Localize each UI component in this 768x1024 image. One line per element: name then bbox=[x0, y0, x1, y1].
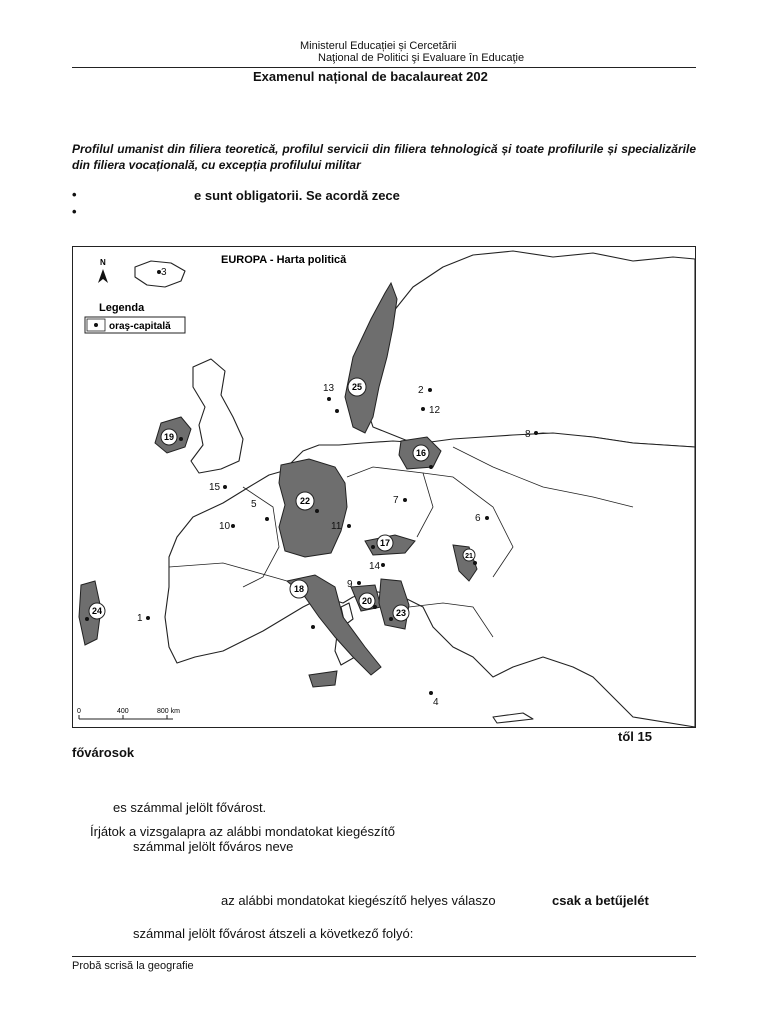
map-label-13: 13 bbox=[323, 383, 335, 394]
bullet-marker-1: • bbox=[72, 187, 77, 202]
map-circled-17: 17 bbox=[379, 538, 391, 548]
map-land-mainland bbox=[165, 433, 695, 727]
map-label-12: 12 bbox=[429, 405, 441, 416]
capital-dot-13 bbox=[327, 397, 331, 401]
header-rule bbox=[72, 67, 696, 68]
capital-dot-12 bbox=[421, 407, 425, 411]
map-label-11: 11 bbox=[331, 521, 342, 532]
capital-dot-3 bbox=[157, 270, 161, 274]
map-label-10: 10 bbox=[219, 521, 231, 532]
map-circled-16: 16 bbox=[415, 448, 427, 458]
capital-dot-9 bbox=[357, 581, 361, 585]
capital-dot-24 bbox=[85, 617, 89, 621]
question-3-emphasis: csak a betűjelét bbox=[552, 893, 649, 908]
map-canvas bbox=[73, 247, 695, 727]
europe-political-map bbox=[72, 246, 696, 728]
capital-dot-21 bbox=[473, 561, 477, 565]
capital-dot-6 bbox=[485, 516, 489, 520]
capital-dot-18 bbox=[311, 625, 315, 629]
footer-rule bbox=[72, 956, 696, 957]
map-label-9: 9 bbox=[347, 579, 353, 590]
capital-dot-25 bbox=[335, 409, 339, 413]
capital-dot-20 bbox=[373, 605, 377, 609]
capital-dot-4 bbox=[429, 691, 433, 695]
map-label-8: 8 bbox=[525, 429, 531, 440]
footer-text: Probă scrisă la geografie bbox=[72, 960, 194, 972]
map-label-7: 7 bbox=[393, 495, 399, 506]
question-2-line1: Írjátok a vizsgalapra az alábbi mondatokat kiegészítő bbox=[90, 824, 395, 839]
map-label-3: 3 bbox=[161, 267, 167, 278]
scale-bar bbox=[77, 708, 180, 719]
exam-title: Examenul național de bacalaureat 202 bbox=[253, 69, 488, 84]
capital-dot-16 bbox=[429, 465, 433, 469]
map-label-14: 14 bbox=[369, 561, 381, 572]
capital-dot-11 bbox=[347, 524, 351, 528]
bullet-marker-2: • bbox=[72, 204, 77, 219]
legend-title: Legenda bbox=[99, 302, 145, 314]
map-circled-25: 25 bbox=[351, 382, 363, 392]
map-circled-20: 20 bbox=[361, 596, 373, 606]
north-label: N bbox=[100, 258, 106, 267]
map-land-iceland bbox=[135, 261, 185, 287]
capital-dot-2 bbox=[428, 388, 432, 392]
legend-capital-label: oraş-capitală bbox=[109, 321, 171, 332]
map-land-crete bbox=[493, 713, 533, 723]
map-label-1: 1 bbox=[137, 613, 143, 624]
ministry-name: Ministerul Educației și Cercetării bbox=[300, 40, 457, 52]
map-circled-19: 19 bbox=[163, 432, 175, 442]
scale-0: 0 bbox=[77, 708, 81, 715]
capital-dot-15 bbox=[223, 485, 227, 489]
map-label-15: 15 bbox=[209, 482, 221, 493]
capital-dot-19 bbox=[179, 437, 183, 441]
scale-800: 800 km bbox=[157, 708, 180, 715]
map-land-great-britain bbox=[191, 359, 243, 473]
scale-400: 400 bbox=[117, 708, 129, 715]
capital-dot-23 bbox=[389, 617, 393, 621]
capital-dot-1 bbox=[146, 616, 150, 620]
subject-label: fővárosok bbox=[72, 745, 135, 760]
capital-dot-8 bbox=[534, 431, 538, 435]
capital-dot-10 bbox=[231, 524, 235, 528]
map-land-north-europe bbox=[363, 251, 695, 447]
bullet-text-1: e sunt obligatorii. Se acordă zece bbox=[194, 188, 400, 203]
capital-dot-17 bbox=[371, 545, 375, 549]
profile-description: Profilul umanist din filiera teoretică, profilul servicii din filiera tehnologică și toate profilurile și specializările din filiera vocațională, cu excepția profilului militar bbox=[72, 142, 696, 172]
map-circled-22: 22 bbox=[299, 496, 311, 506]
map-circled-18: 18 bbox=[293, 584, 305, 594]
map-label-2: 2 bbox=[418, 385, 424, 396]
map-circled-21: 21 bbox=[465, 553, 473, 560]
map-country-sicily bbox=[309, 671, 337, 687]
map-circled-23: 23 bbox=[395, 608, 407, 618]
north-arrow bbox=[98, 258, 108, 283]
map-label-6: 6 bbox=[475, 513, 481, 524]
question-4-text: számmal jelölt fővárost átszeli a következő folyó: bbox=[133, 926, 414, 941]
legend-capital-symbol bbox=[94, 323, 98, 327]
map-title: EUROPA - Harta politică bbox=[221, 254, 347, 266]
map-label-4: 4 bbox=[433, 697, 439, 708]
question-2-line2: számmal jelölt főváros neve bbox=[133, 839, 294, 854]
capital-dot-5 bbox=[265, 517, 269, 521]
question-1-text: es számmal jelölt fővárost. bbox=[113, 800, 267, 815]
question-3-text: az alábbi mondatokat kiegészítő helyes válaszo bbox=[221, 893, 496, 908]
evaluation-center-name: Naţional de Politici şi Evaluare în Educaţie bbox=[318, 52, 525, 64]
capital-dot-7 bbox=[403, 498, 407, 502]
map-label-5: 5 bbox=[251, 499, 257, 510]
capital-dot-22 bbox=[315, 509, 319, 513]
map-circled-24: 24 bbox=[91, 606, 103, 616]
capital-dot-14 bbox=[381, 563, 385, 567]
subject-range: től 15 bbox=[618, 729, 652, 744]
